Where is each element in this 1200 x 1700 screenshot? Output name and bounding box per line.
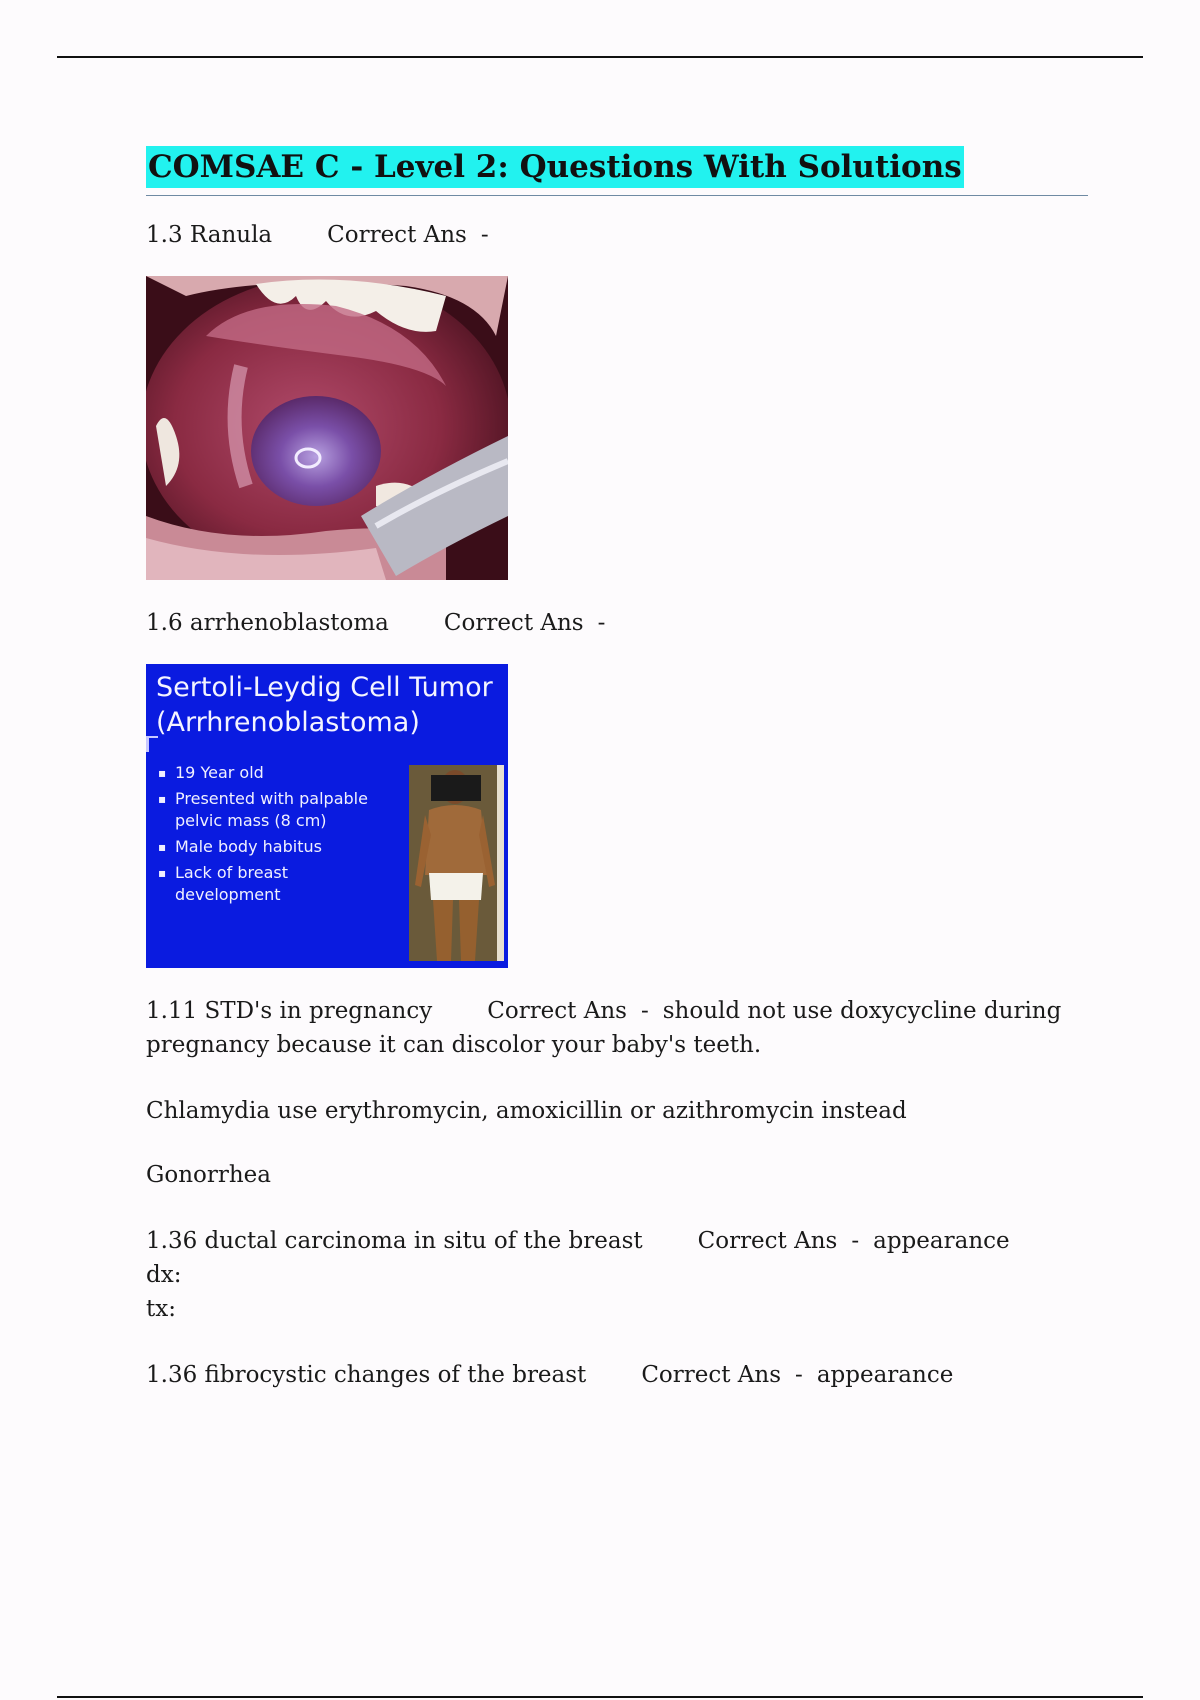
question-text: 1.36 fibrocystic changes of the breast xyxy=(146,1362,587,1388)
answer-dash: - xyxy=(597,610,606,636)
slide-bullets xyxy=(158,762,388,910)
note-gonorrhea: Gonorrhea xyxy=(146,1162,272,1188)
slide-bullet: ▪ 19 Year old xyxy=(158,762,388,784)
answer-label: Correct Ans xyxy=(641,1362,782,1388)
document-content xyxy=(146,146,1086,1392)
answer-label: Correct Ans xyxy=(487,998,627,1024)
slide-bullet: ▪ Male body habitus xyxy=(158,836,388,858)
slide-title xyxy=(156,670,493,740)
answer-text: appearance xyxy=(816,1362,954,1388)
slide-bullet: ▪ Lack of breast development xyxy=(158,862,388,906)
arrhenoblastoma-slide xyxy=(146,664,508,968)
qa-item-fibrocystic xyxy=(146,1358,1086,1392)
answer-dash: - xyxy=(851,1228,860,1254)
question-text: 1.3 Ranula xyxy=(146,222,273,248)
qa-item-arrhenoblastoma xyxy=(146,606,1086,640)
title-underline xyxy=(146,195,1088,196)
answer-dash: - xyxy=(795,1362,803,1388)
slide-title-line1: Sertoli-Leydig Cell Tumor xyxy=(156,672,493,703)
slide-bullet: ▪ Presented with palpable pelvic mass (8 cm) xyxy=(158,788,388,832)
page-top-rule xyxy=(57,56,1143,58)
answer-dash: - xyxy=(640,998,649,1024)
page-bottom-rule xyxy=(57,1696,1143,1698)
slide-marker xyxy=(146,736,158,752)
title-text: COMSAE C - Level 2: Questions With Solutions xyxy=(146,146,964,188)
qa-item-ranula xyxy=(146,218,1086,252)
document-title xyxy=(146,146,1086,196)
subline-dx: dx: xyxy=(146,1262,182,1288)
question-text: 1.11 STD's in pregnancy xyxy=(146,998,433,1024)
subline-tx: tx: xyxy=(146,1296,176,1322)
qa-item-dcis xyxy=(146,1224,1086,1258)
patient-photo xyxy=(409,765,504,961)
answer-label: Correct Ans xyxy=(327,222,467,248)
slide-title-line2: (Arrhrenoblastoma) xyxy=(156,707,420,738)
qa-item-std-pregnancy xyxy=(146,994,1086,1062)
answer-text: appearance xyxy=(873,1228,1010,1254)
question-text: 1.36 ductal carcinoma in situ of the breast xyxy=(146,1228,643,1254)
answer-text: should not use doxycycline during pregnancy because it can discolor your baby's teeth. xyxy=(146,998,1062,1058)
question-text: 1.6 arrhenoblastoma xyxy=(146,610,389,636)
answer-label: Correct Ans xyxy=(697,1228,838,1254)
answer-label: Correct Ans xyxy=(443,610,584,636)
note-chlamydia: Chlamydia use erythromycin, amoxicillin or azithromycin instead xyxy=(146,1098,907,1124)
ranula-photo xyxy=(146,276,508,580)
answer-dash: - xyxy=(480,222,489,248)
